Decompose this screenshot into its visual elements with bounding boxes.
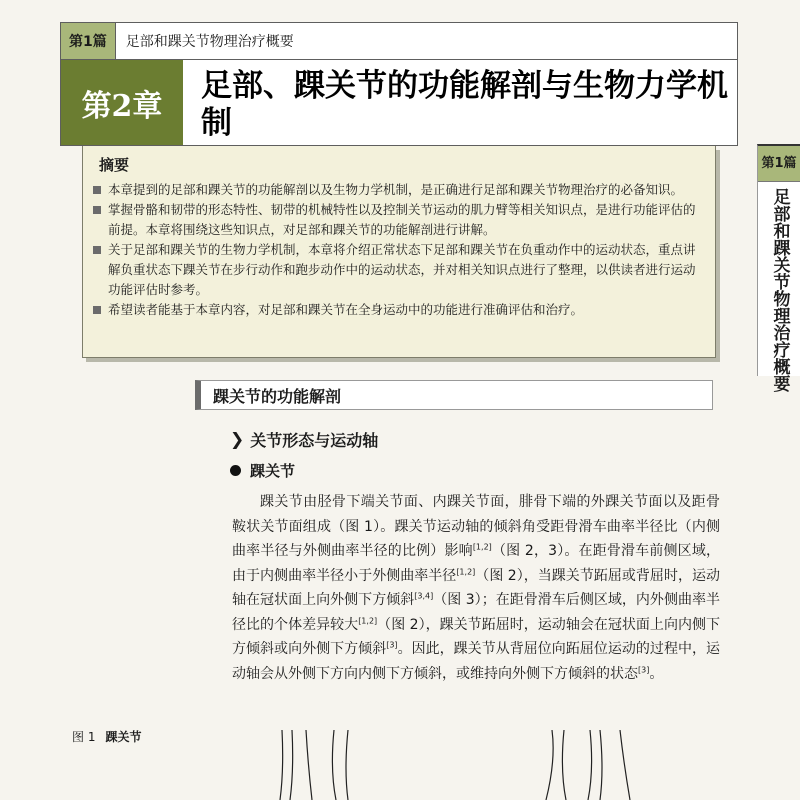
part-label: 第1篇 [61,23,116,59]
side-part-tab [757,144,800,392]
body-text: （图 2，3）。在距骨滑车前侧区域，由于内侧曲率半径小于外侧曲率半径 [232,543,721,584]
citation: [1,2] [456,566,476,576]
body-text: （图 2），踝关节跖屈时，运动轴会在冠状面上向内侧下方倾斜或向外侧下方倾斜 [232,616,721,657]
subsubsection-title: 踝关节 [250,462,296,480]
abstract-box [82,146,716,358]
bone-outline [332,730,336,800]
square-bullet-icon [93,206,101,214]
body-paragraph [232,490,720,686]
abstract-item-text: 本章提到的足部和踝关节的功能解剖以及生物力学机制，是正确进行足部和踝关节物理治疗的必备知识。 [108,182,684,197]
figure-caption [72,728,141,745]
abstract-item [93,240,703,300]
citation: [1,2] [358,615,378,625]
bone-outline [290,730,293,800]
square-bullet-icon [93,306,101,314]
chapter-title: 足部、踝关节的功能解剖与生物力学机制 [201,68,728,141]
abstract-item-text: 掌握骨骼和韧带的形态特性、韧带的机械特性以及控制关节运动的肌力臂等相关知识点，是进行功能评估的前提。本章将围绕这些知识点，对足部和踝关节的功能解剖进行讲解。 [108,202,696,237]
citation: [1,2] [472,542,492,552]
bone-outline [620,730,630,800]
abstract-item-text: 关于足部和踝关节的生物力学机制，本章将介绍正常状态下足部和踝关节在负重动作中的运动状态，重点讲解负重状态下踝关节在步行动作和跑步动作中的运动状态，并对相关知识点进行了整理，以供读者进行运动功能评估时参考。 [108,242,696,297]
subsection-heading [230,428,378,451]
abstract-heading: 摘要 [99,156,130,174]
citation: [3,4] [414,591,434,601]
body-text: 。因此，踝关节从背屈位向跖屈位运动的过程中，运动轴会从外侧下方向内侧下方倾斜，或维持向外侧下方倾斜的状态 [232,641,721,682]
square-bullet-icon [93,186,101,194]
figure-number: 图 1 [72,730,96,744]
abstract-item [93,180,703,200]
bone-outline [346,730,348,800]
citation: [3] [638,664,650,674]
section-heading: 踝关节的功能解剖 [195,380,713,410]
part-header [60,22,738,60]
side-tab-title: 足部和踝关节物理治疗概要 [769,188,790,392]
body-text: （图 3）；在距骨滑车后侧区域，内外侧曲率半径比的个体差异较大 [232,592,720,633]
bone-outline [280,730,283,800]
citation: [3] [386,640,398,650]
abstract-item-text: 希望读者能基于本章内容，对足部和踝关节在全身运动中的功能进行准确评估和治疗。 [108,302,584,317]
side-tab-part-label: 第1篇 [758,146,800,182]
bone-outline [600,730,602,800]
abstract-item [93,200,703,240]
body-text: 踝关节由胫骨下端关节面、内踝关节面，腓骨下端的外踝关节面以及距骨鞍状关节面组成（图 1）。踝关节运动轴的倾斜角受距骨滑车曲率半径比（内侧曲率半径与外侧曲率半径的比例）影响 [232,494,720,559]
part-title: 足部和踝关节物理治疗概要 [125,34,294,50]
body-text: 。 [649,665,664,682]
bone-outline [588,730,592,800]
ankle-figure [270,730,710,800]
bone-outline [562,730,566,800]
bone-outline [306,730,312,800]
chevron-right-icon: ❯ [230,429,245,450]
bone-outline [546,730,553,800]
bullet-dot-icon [230,465,241,476]
abstract-list [93,180,703,320]
abstract-item [93,300,703,320]
figure-title: 踝关节 [105,730,142,744]
subsubsection-heading [230,460,295,481]
chapter-header [60,60,738,146]
subsection-title: 关节形态与运动轴 [250,431,379,450]
body-text: （图 2），当踝关节跖屈或背屈时，运动轴在冠状面上向外侧下方倾斜 [232,567,721,608]
square-bullet-icon [93,246,101,254]
chapter-label: 第2章 [61,60,183,145]
